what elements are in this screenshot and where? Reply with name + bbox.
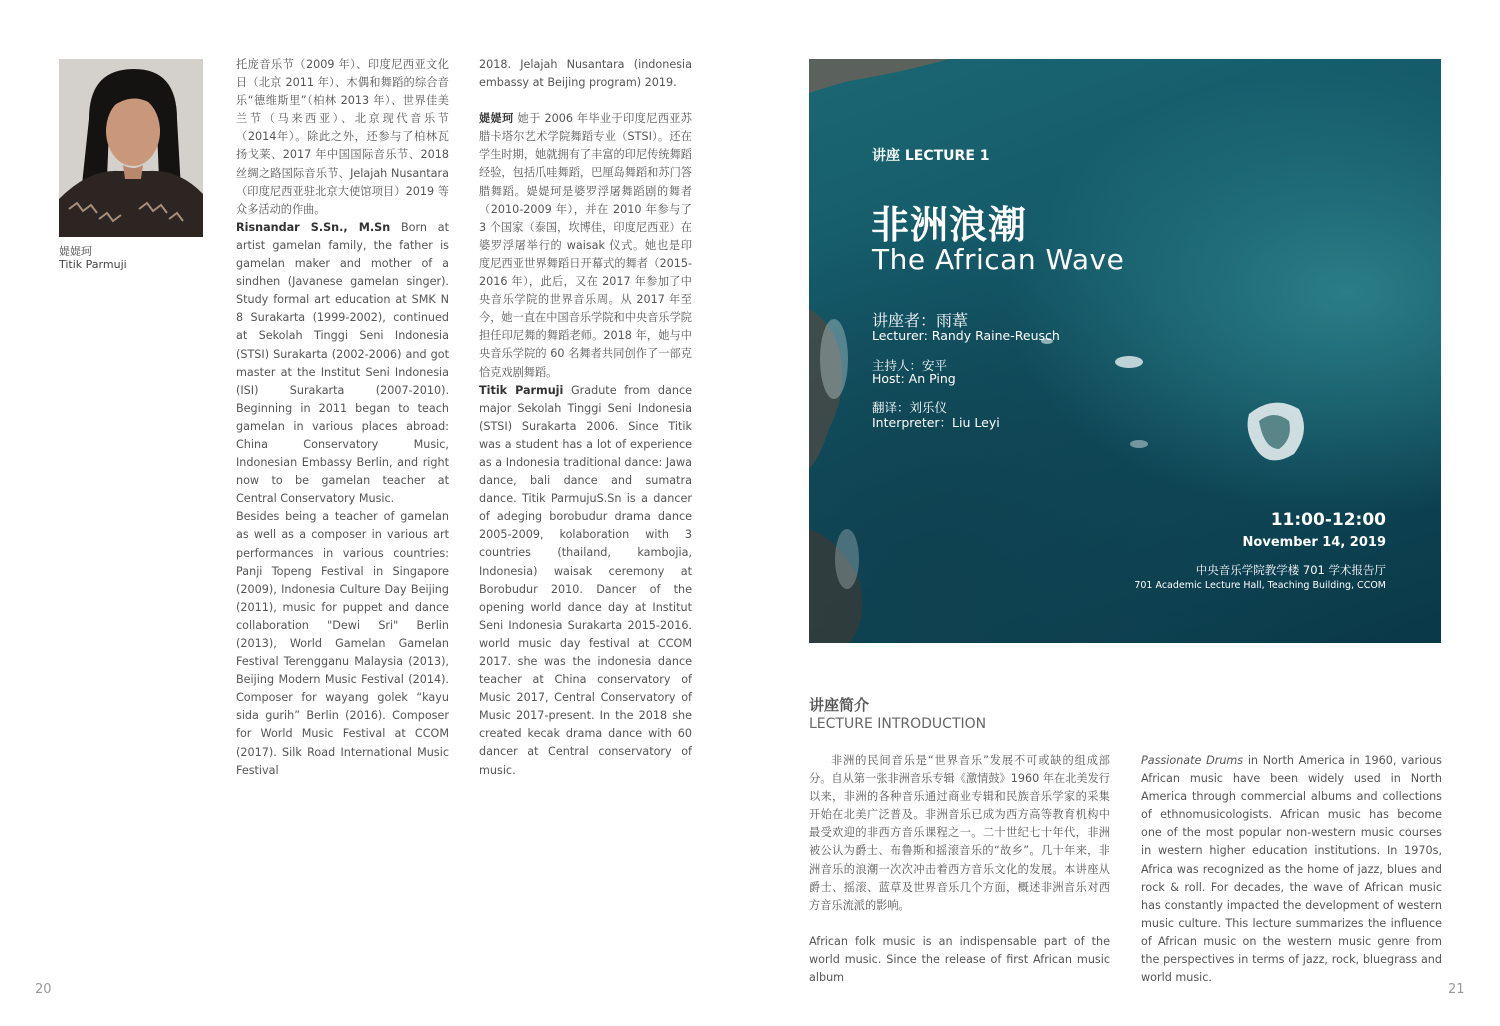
left-column-2 bbox=[479, 56, 692, 780]
col2-bio-cn: 她于 2006 年毕业于印度尼西亚苏腊卡塔尔艺术学院舞蹈专业（STSI）。还在学生时期，她就拥有了丰富的印尼传统舞蹈经验，包括爪哇舞蹈，巴厘岛舞蹈和苏门答腊舞蹈。媞媞珂是婆罗浮屠舞蹈剧的舞者（2010-2009 年），并在 2010 年参与了 3 个国家（泰国，坎博佳，印度尼西亚）在婆罗浮屠举行的 waisak 仪式。她也是印度尼西亚世界舞蹈日开幕式的舞者（2015-2016 年），此后，又在 2017 年参加了中央音乐学院的世界音乐周。从 2017 年至今，她一直在中国音乐学院和中央音乐学院担任印尼舞的舞蹈老师。2018 年，她与中央音乐学院的 60 名舞者共同创作了一部克恰克戏剧舞蹈。 bbox=[479, 112, 692, 379]
hero-banner bbox=[809, 59, 1441, 643]
album-title: Passionate Drums bbox=[1141, 754, 1244, 767]
lecture-tag: 讲座 LECTURE 1 bbox=[872, 148, 990, 164]
caption-cn: 媞媞珂 bbox=[59, 245, 92, 258]
venue-cn: 中央音乐学院教学楼 701 学术报告厅 bbox=[1195, 563, 1386, 577]
photo-caption bbox=[59, 245, 127, 271]
col1-paragraph-3: Besides being a teacher of gamelan as well as a composer in various art performances in various countries: Panji Topeng Festival in Singapore (2009), Indonesia Culture Day Beijing (2011), music for puppet and dance collaboration "Dewi Sri" Berlin (2013), World Gamelan Gamelan Festival Terengganu Malaysia (2013), Beijing Modern Music Festival (2014). Composer for wayang golek “kayu sida gurih” Berlin (2016). Composer for World Music Festival at CCOM (2017). Silk Road International Music Festival bbox=[236, 510, 449, 777]
translator-en: Interpreter：Liu Leyi bbox=[872, 415, 1000, 430]
lecturer-en: Lecturer: Randy Raine-Reusch bbox=[872, 328, 1060, 343]
col2-name-en: Titik Parmuji bbox=[479, 383, 564, 397]
col2-paragraph-3 bbox=[479, 382, 692, 780]
col2-name-cn: 媞媞珂 bbox=[479, 112, 514, 126]
col1-bio-text: Born at artist gamelan family, the father is gamelan maker and mother of a sindhen (Javanese gamelan singer). Study formal art education at SMK N 8 Surakarta (1999-2002), continued at Sekolah Tinggi Seni Indonesia (STSI) Surakarta (2002-2006) and got master at the Institut Seni Indonesia (ISI) Surakarta (2007-2010). Beginning in 2011 began to teach gamelan in various places abroad: China Conservatory Music, Indonesian Embassy Berlin, and right now to be gamelan teacher at Central Conservatory Music. bbox=[236, 220, 449, 506]
portrait-image bbox=[59, 59, 203, 237]
lecture-time: 11:00-12:00 bbox=[1270, 510, 1386, 530]
page-number-right: 21 bbox=[1448, 982, 1465, 997]
title-cn: 非洲浪潮 bbox=[871, 202, 1028, 247]
caption-en: Titik Parmuji bbox=[59, 258, 127, 271]
intro-text-cn: 非洲的民间音乐是“世界音乐”发展不可或缺的组成部分。自从第一张非洲音乐专辑《激情鼓》1960 年在北美发行以来，非洲的各种音乐通过商业专辑和民族音乐学家的采集开始在北美广泛普及。非洲音乐已成为西方高等教育机构中最受欢迎的非西方音乐课程之一。二十世纪七十年代，非洲被公认为爵士、布鲁斯和摇滚音乐的“故乡”。几十年来，非洲音乐的浪潮一次次冲击着西方音乐文化的发展。本讲座从爵士、摇滚、蓝草及世界音乐几个方面，概述非洲音乐对西方音乐流派的影响。 bbox=[809, 754, 1110, 912]
col2-paragraph-2 bbox=[479, 110, 692, 381]
page-number-left: 20 bbox=[35, 982, 52, 997]
intro-text-en-1: African folk music is an indispensable part of the world music. Since the release of first African music album bbox=[809, 935, 1110, 985]
lecture-date: November 14, 2019 bbox=[1242, 535, 1386, 550]
portrait-photo bbox=[59, 59, 203, 237]
section-title bbox=[809, 694, 986, 732]
section-title-en: LECTURE INTRODUCTION bbox=[809, 716, 987, 732]
host-en: Host: An Ping bbox=[872, 371, 956, 386]
intro-text-en-2 bbox=[1141, 752, 1442, 987]
col2-bio-en: Gradute from dance major Sekolah Tinggi Seni Indonesia (STSI) Surakarta 2006. Since Titik was a student has a lot of experience as a Indonesia traditional dance: Jawa dance, bali dance and sumatra dance. Titik ParmujuS.Sn is a dancer of adeging borobudur drama dance 2005-2009, kolaboration with 3 countries (thailand, kambojia, Indonesia) waisak ceremony at Borobudur 2010. Dancer of the opening world dance day at Institut Seni Indonesia Surakarta 2015-2016. world music day festival at CCOM 2017. she was the indonesia dance teacher at China conservatory of Music 2017, Central Conservatory of Music 2017-present. In the 2018 she created kecak drama dance with 60 dancer at Central conservatory of music. bbox=[479, 383, 692, 777]
col1-paragraph-1: 托庞音乐节（2009 年）、印度尼西亚文化日（北京 2011 年）、木偶和舞蹈的综合音乐“德维斯里”（柏林 2013 年）、世界佳美兰节（马来西亚）、北京现代音乐节（2014年）。除此之外，还参与了柏林瓦扬戈莱、2017 年中国国际音乐节、2018 丝绸之路国际音乐节、Jelajah Nusantara（印度尼西亚驻北京大使馆项目）2019 等众多活动的作曲。 bbox=[236, 58, 449, 216]
section-title-cn: 讲座简介 bbox=[809, 696, 870, 714]
col1-paragraph-2 bbox=[236, 219, 449, 509]
title-en: The African Wave bbox=[872, 243, 1125, 276]
left-column-1 bbox=[236, 56, 449, 780]
lecturer-cn: 讲座者：雨葦 bbox=[872, 311, 969, 330]
venue-en: 701 Academic Lecture Hall, Teaching Building, CCOM bbox=[1134, 580, 1386, 591]
col2-paragraph-1: 2018. Jelajah Nusantara (indonesia embassy at Beijing program) 2019. bbox=[479, 58, 692, 90]
col1-name: Risnandar S.Sn., M.Sn bbox=[236, 220, 391, 234]
host-cn: 主持人：安平 bbox=[872, 358, 948, 373]
translator-cn: 翻译：刘乐仪 bbox=[872, 400, 948, 415]
intro-text-en-2-body: in North America in 1960, various African music have been widely used in North America through commercial albums and collections of ethnomusicologists. African music has become one of the most popular non-western music courses in western higher education institutions. In 1970s, Africa was recognized as the home of jazz, blues and rock & roll. For decades, the wave of African music has constantly impacted the development of western music culture. This lecture summarizes the influence of African music on the western music genre from the perspectives in terms of jazz, rock, bluegrass and world music. bbox=[1141, 754, 1442, 985]
